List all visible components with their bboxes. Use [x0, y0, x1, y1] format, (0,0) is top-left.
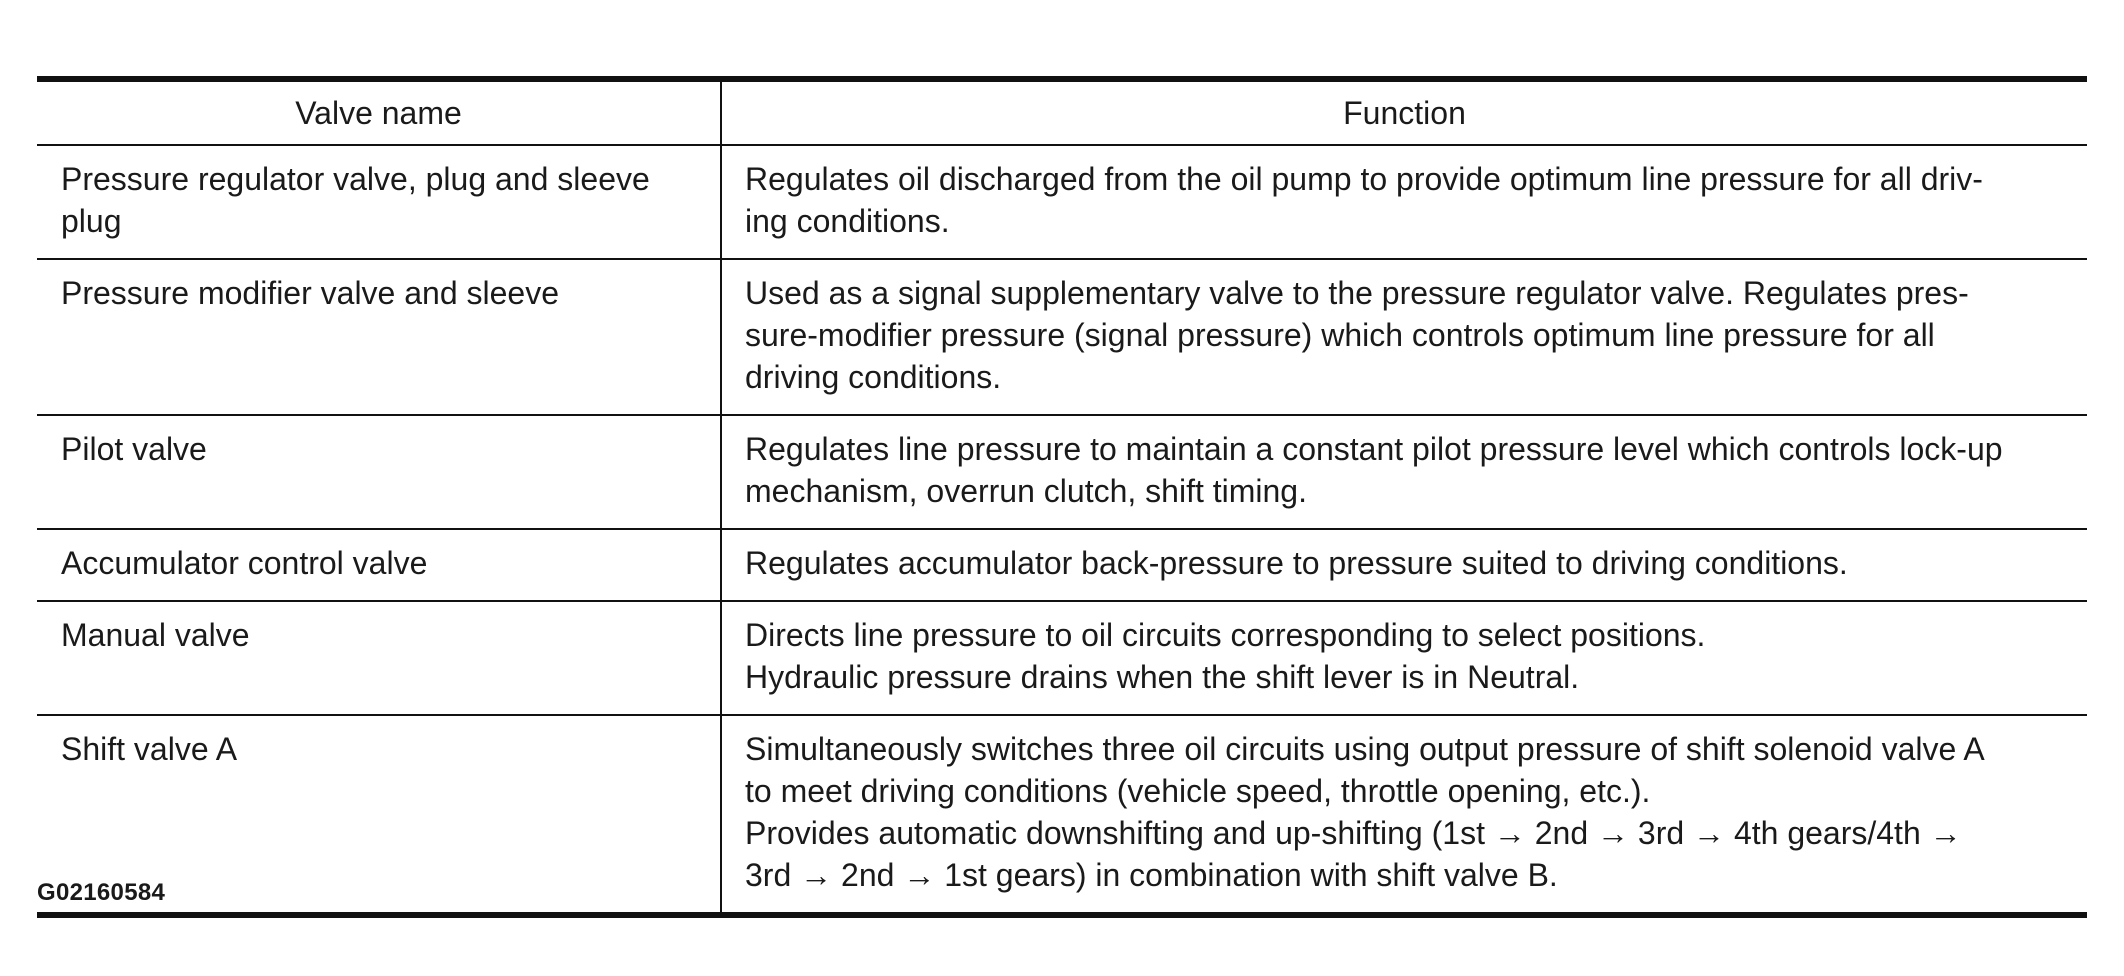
- valve-name-cell: [37, 145, 721, 259]
- valve-function-text: to meet driving conditions (vehicle speed, throttle opening, etc.).: [745, 773, 1651, 809]
- table-row: [37, 259, 2087, 415]
- valve-function-table: [37, 76, 2087, 918]
- table-row: [37, 415, 2087, 529]
- valve-name-cell: [37, 529, 721, 601]
- valve-name-text: Pilot valve: [61, 431, 207, 467]
- table-row: [37, 601, 2087, 715]
- valve-function-text: ing conditions.: [745, 203, 950, 239]
- valve-name-text: Manual valve: [61, 617, 250, 653]
- table-row: [37, 529, 2087, 601]
- valve-function-text: driving conditions.: [745, 359, 1002, 395]
- valve-function-cell: [721, 715, 2087, 915]
- table-body: [37, 145, 2087, 915]
- valve-name-text: Shift valve A: [61, 731, 238, 767]
- valve-function-cell: [721, 601, 2087, 715]
- valve-name-cell: [37, 601, 721, 715]
- column-header-valve-name: Valve name: [37, 79, 721, 145]
- valve-function-cell: [721, 415, 2087, 529]
- valve-function-text: Provides automatic downshifting and up-shifting (1st → 2nd → 3rd → 4th gears/4th →: [745, 815, 1962, 851]
- valve-function-text: Directs line pressure to oil circuits corresponding to select positions.: [745, 617, 1706, 653]
- valve-function-text: Regulates oil discharged from the oil pump to provide optimum line pressure for all driv-: [745, 161, 1983, 197]
- table-row: [37, 715, 2087, 915]
- valve-function-text: sure-modifier pressure (signal pressure) which controls optimum line pressure for all: [745, 317, 1935, 353]
- valve-function-cell: [721, 529, 2087, 601]
- valve-function-text: mechanism, overrun clutch, shift timing.: [745, 473, 1307, 509]
- figure-code: G02160584: [37, 879, 166, 906]
- valve-name-text: plug: [61, 203, 122, 239]
- valve-function-text: 3rd → 2nd → 1st gears) in combination with shift valve B.: [745, 857, 1558, 893]
- table-header-row: [37, 79, 2087, 145]
- valve-function-cell: [721, 145, 2087, 259]
- valve-name-text: Pressure regulator valve, plug and sleeve: [61, 161, 650, 197]
- valve-function-cell: [721, 259, 2087, 415]
- valve-name-text: Pressure modifier valve and sleeve: [61, 275, 560, 311]
- table-row: [37, 145, 2087, 259]
- valve-name-text: Accumulator control valve: [61, 545, 428, 581]
- valve-name-cell: [37, 415, 721, 529]
- valve-function-text: Simultaneously switches three oil circuits using output pressure of shift solenoid valve A: [745, 731, 1985, 767]
- valve-function-text: Regulates accumulator back-pressure to pressure suited to driving conditions.: [745, 545, 1848, 581]
- valve-function-text: Hydraulic pressure drains when the shift lever is in Neutral.: [745, 659, 1580, 695]
- valve-name-cell: [37, 259, 721, 415]
- valve-function-text: Used as a signal supplementary valve to the pressure regulator valve. Regulates pres-: [745, 275, 1969, 311]
- valve-function-text: Regulates line pressure to maintain a constant pilot pressure level which controls lock-up: [745, 431, 2003, 467]
- column-header-function: Function: [721, 79, 2087, 145]
